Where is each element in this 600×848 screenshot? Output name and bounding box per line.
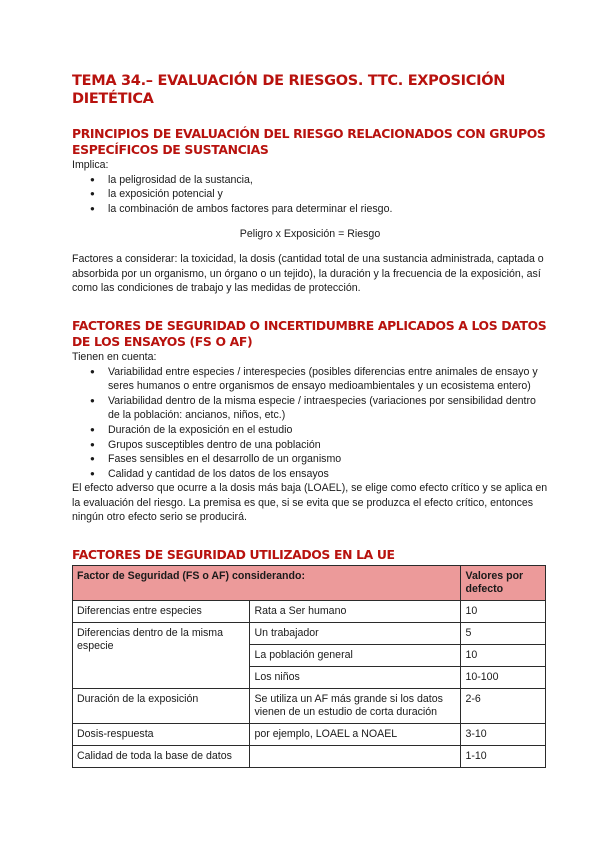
table-row bbox=[73, 724, 546, 746]
table-header-row bbox=[73, 566, 546, 601]
document-page bbox=[72, 72, 548, 768]
table-cell: 10 bbox=[461, 645, 546, 667]
bullet-list bbox=[72, 365, 548, 482]
table-cell: La población general bbox=[250, 645, 461, 667]
section-heading-eu-factors: FACTORES DE SEGURIDAD UTILIZADOS EN LA UE bbox=[72, 547, 395, 563]
safety-factor-table bbox=[72, 565, 546, 768]
factors-paragraph: Factores a considerar: la toxicidad, la dosis (cantidad total de una sustancia administrada, captada o absorbida por un organismo, un órgano o un tejido), la duración y la frecuencia de la exposición, así como las condiciones de trabajo y las medidas de protección. bbox=[72, 253, 544, 295]
section-heading-safety-factors: FACTORES DE SEGURIDAD O INCERTIDUMBRE APLICADOS A LOS DATOS DE LOS ENSAYOS (FS O AF) bbox=[72, 317, 547, 349]
loael-paragraph: El efecto adverso que ocurre a la dosis más baja (LOAEL), se elige como efecto crítico y se aplica en la evaluación del riesgo. La premisa es que, si se evita que se produzca el efecto crítico, entonces ningún otro efecto serio se producirá. bbox=[72, 482, 548, 524]
bullet-list bbox=[72, 173, 548, 217]
table-row bbox=[73, 623, 546, 645]
table-cell: Se utiliza un AF más grande si los datos vienen de un estudio de corta duración bbox=[250, 689, 461, 724]
section-heading-principles: PRINCIPIOS DE EVALUACIÓN DEL RIESGO RELACIONADOS CON GRUPOS ESPECÍFICOS DE SUSTANCIAS bbox=[72, 126, 546, 157]
table-cell: Dosis-respuesta bbox=[73, 724, 250, 746]
header-factor-cell: Factor de Seguridad (FS o AF) considerando: bbox=[73, 566, 461, 601]
table-cell: Diferencias dentro de la misma especie bbox=[73, 623, 250, 689]
list-item: ● Grupos susceptibles dentro de una población bbox=[108, 438, 548, 453]
table-cell: 10 bbox=[461, 601, 546, 623]
table-cell: 1-10 bbox=[461, 746, 546, 768]
table-cell: 3-10 bbox=[461, 724, 546, 746]
table-row bbox=[73, 601, 546, 623]
document-title: TEMA 34.– EVALUACIÓN DE RIESGOS. TTC. EXPOSICIÓN DIETÉTICA bbox=[72, 73, 506, 107]
table-row bbox=[73, 746, 546, 768]
list-item: ● la exposición potencial y bbox=[108, 187, 548, 202]
list-item: ● Variabilidad entre especies / interespecies (posibles diferencias entre animales de ensayo y seres humanos o entre organismos de ensayo medioambientales y un ecosistema entero) bbox=[108, 365, 548, 394]
table-cell: Duración de la exposición bbox=[73, 689, 250, 724]
section-eu-factors bbox=[72, 547, 548, 768]
table-row bbox=[73, 689, 546, 724]
table-cell: Calidad de toda la base de datos bbox=[73, 746, 250, 768]
list-item: ● Calidad y cantidad de los datos de los ensayos bbox=[108, 467, 548, 482]
table-cell: Un trabajador bbox=[250, 623, 461, 645]
list-item: ● Fases sensibles en el desarrollo de un organismo bbox=[108, 452, 548, 467]
table-cell bbox=[250, 746, 461, 768]
list-item: ● Variabilidad dentro de la misma especie / intraespecies (variaciones por sensibilidad dentro de la población: ancianos, niños, etc.) bbox=[108, 394, 548, 423]
section-safety-factors bbox=[72, 318, 548, 525]
table-cell: 10-100 bbox=[461, 667, 546, 689]
section-intro: Tienen en cuenta: bbox=[72, 350, 157, 363]
list-item: ● la peligrosidad de la sustancia, bbox=[108, 173, 548, 188]
table-cell: Diferencias entre especies bbox=[73, 601, 250, 623]
table-cell: 2-6 bbox=[461, 689, 546, 724]
table-cell: 5 bbox=[461, 623, 546, 645]
header-values-cell: Valores por defecto bbox=[461, 566, 546, 601]
section-principles bbox=[72, 126, 548, 296]
section-intro: Implica: bbox=[72, 159, 109, 171]
risk-formula: Peligro x Exposición = Riesgo bbox=[239, 227, 381, 240]
list-item: ● Duración de la exposición en el estudio bbox=[108, 423, 548, 438]
table-cell: por ejemplo, LOAEL a NOAEL bbox=[250, 724, 461, 746]
list-item: ● la combinación de ambos factores para determinar el riesgo. bbox=[108, 202, 548, 217]
table-cell: Los niños bbox=[250, 667, 461, 689]
table-cell: Rata a Ser humano bbox=[250, 601, 461, 623]
